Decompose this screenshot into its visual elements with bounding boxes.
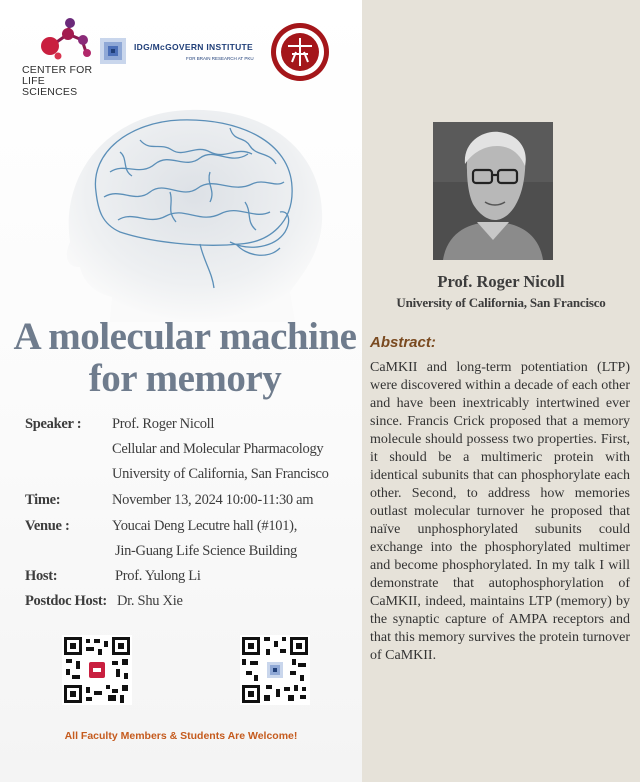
host-label: Host: — [25, 568, 58, 584]
abstract-body: CaMKII and long-term potentiation (LTP) were discovered within a decade of each other and have been inextricably intertwined ever since. Francis Crick proposed that a memory molecule should possess two properties. First, it should be a multimeric protein with identical subunits that can phosphorylate each other. Second, to address how memories outlast molecular turnover he proposed that naïve unphosphorylated subunits could exchange into the phosphorylated multimer and become phosphorylated. In my talk I will demonstrate that autophosphorylation of CaMKII, indeed, maintains LTP (memory) by the synaptic capture of AMPA receptors and that this memory survives the protein turnover of CaMKII. — [370, 360, 630, 663]
center-logo-line2: LIFE SCIENCES — [22, 75, 78, 98]
brain-head-illustration — [0, 92, 362, 322]
talk-title-line2: for memory — [88, 357, 282, 400]
peking-university-seal-icon — [270, 22, 330, 82]
speaker-dept: Cellular and Molecular Pharmacology — [112, 441, 324, 457]
abstract-heading: Abstract: — [370, 334, 436, 351]
mcgovern-square-icon — [100, 38, 126, 64]
talk-title-line1: A molecular machine — [13, 315, 357, 358]
welcome-note: All Faculty Members & Students Are Welcome! — [64, 730, 298, 742]
host-value: Prof. Yulong Li — [115, 568, 201, 584]
speaker-card-name: Prof. Roger Nicoll — [437, 272, 565, 291]
speaker-card-affiliation: University of California, San Francisco — [396, 295, 606, 310]
mcgovern-logo-subtitle: FOR BRAIN RESEARCH AT PKU — [186, 56, 254, 61]
speaker-label: Speaker : — [25, 416, 82, 432]
center-for-life-sciences-logo — [22, 18, 102, 98]
mcgovern-institute-logo — [100, 38, 270, 68]
center-logo-line1: CENTER FOR — [22, 64, 93, 76]
speaker-univ: University of California, San Francisco — [112, 466, 329, 482]
mcgovern-logo-title: IDG/McGOVERN INSTITUTE — [134, 42, 253, 52]
time-value: November 13, 2024 10:00-11:30 am — [112, 492, 314, 508]
speaker-name: Prof. Roger Nicoll — [112, 416, 215, 432]
venue-label: Venue : — [25, 518, 70, 534]
postdoc-label: Postdoc Host: — [25, 593, 107, 609]
qr-code-right[interactable] — [240, 635, 310, 705]
time-label: Time: — [25, 492, 61, 508]
postdoc-value: Dr. Shu Xie — [117, 593, 183, 609]
venue-line1: Youcai Deng Lecutre hall (#101), — [112, 518, 298, 534]
speaker-portrait — [433, 122, 553, 260]
qr-code-left[interactable] — [62, 635, 132, 705]
molecule-logo-icon — [36, 18, 96, 62]
venue-line2: Jin-Guang Life Science Building — [115, 543, 297, 559]
